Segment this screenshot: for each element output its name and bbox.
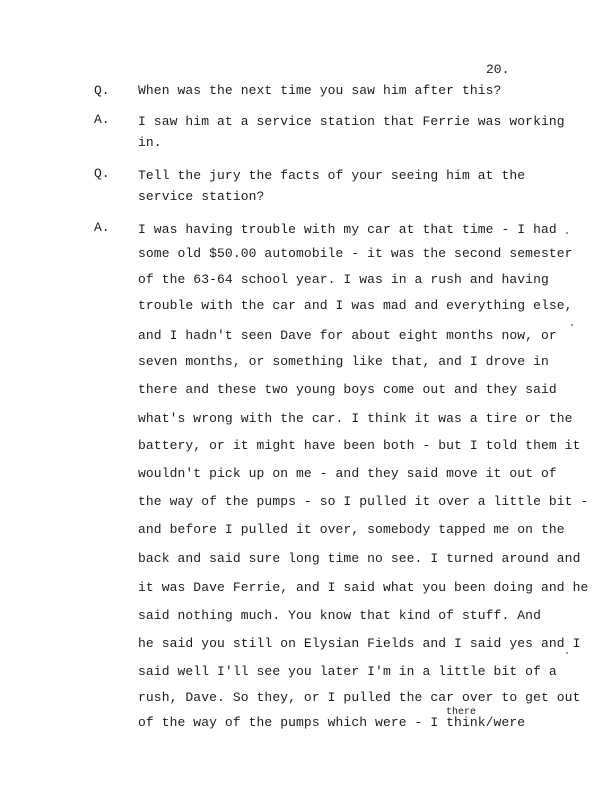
text-line: seven months, or something like that, and I drove in: [138, 354, 549, 369]
text-line: I was having trouble with my car at that time - I had: [138, 222, 557, 237]
text-line: trouble with the car and I was mad and everything else,: [138, 298, 573, 313]
text-line: rush, Dave. So they, or I pulled the car over to get out: [138, 690, 581, 705]
text-line: it was Dave Ferrie, and I said what you been doing and he: [138, 580, 589, 595]
text-line: what's wrong with the car. I think it was a tire or the: [138, 411, 573, 426]
text-line: of the way of the pumps which were - I think/were: [138, 715, 526, 730]
text-line: said well I'll see you later I'm in a little bit of a: [138, 664, 557, 679]
question-label: Q.: [94, 83, 110, 98]
answer-label: A.: [94, 112, 110, 127]
text-line: in.: [138, 135, 162, 150]
text-line: Tell the jury the facts of your seeing him at the: [138, 168, 526, 183]
text-line: wouldn't pick up on me - and they said move it out of: [138, 466, 557, 481]
inserted-word: there: [446, 707, 477, 718]
text-line: I saw him at a service station that Ferrie was working: [138, 114, 565, 129]
text-line: When was the next time you saw him after this?: [138, 83, 502, 98]
text-line: he said you still on Elysian Fields and I said yes and I: [138, 636, 581, 651]
scan-speck: [571, 324, 573, 326]
page-number: 20.: [486, 62, 510, 77]
text-line: the way of the pumps - so I pulled it over a little bit -: [138, 494, 589, 509]
answer-label: A.: [94, 220, 110, 235]
text-line: service station?: [138, 189, 265, 204]
scan-speck: [566, 232, 568, 234]
text-line: and I hadn't seen Dave for about eight months now, or: [138, 328, 557, 343]
scan-speck: [566, 652, 568, 654]
text-line: battery, or it might have been both - but I told them it: [138, 438, 581, 453]
text-line: of the 63-64 school year. I was in a rush and having: [138, 272, 549, 287]
text-line: back and said sure long time no see. I turned around and: [138, 551, 581, 566]
text-line: and before I pulled it over, somebody tapped me on the: [138, 522, 565, 537]
text-line: said nothing much. You know that kind of stuff. And: [138, 608, 541, 623]
text-line: there and these two young boys come out and they said: [138, 382, 557, 397]
question-label: Q.: [94, 166, 110, 181]
text-line: some old $50.00 automobile - it was the second semester: [138, 246, 573, 261]
